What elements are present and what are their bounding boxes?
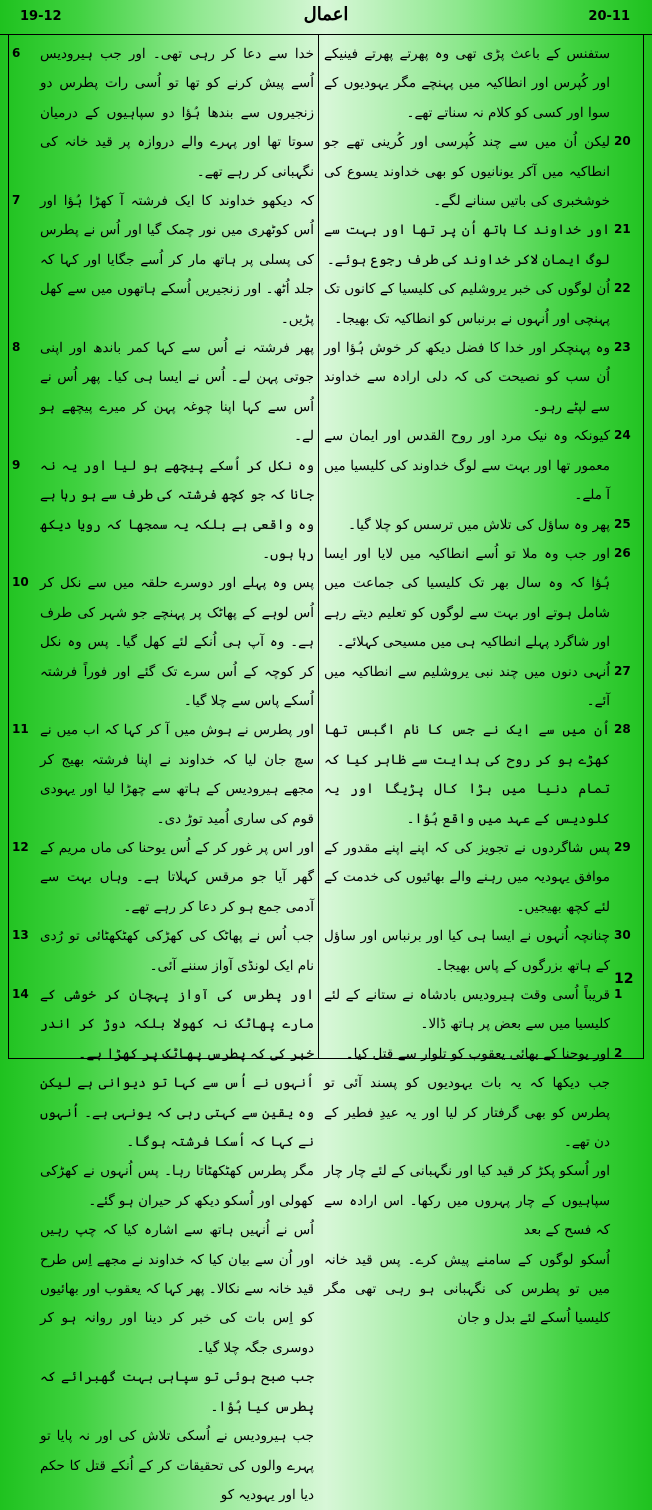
verse: کیونکہ وہ نیک مرد اور روح القدس اور ایمان سے معمور تھا اور بہت سے لوگ خداوند کی کلیسیا میں آ ملے۔ [324,428,610,504]
verse: اور یوحنا کے بھائی یعقوب کو تلوار سے قتل کیا۔ [345,1045,610,1062]
left-text-column [40,40,314,1503]
verse: اُسکو لوگوں کے سامنے پیش کرے۔ پس قید خانہ میں تو پطرس کی نگہبانی ہو رہی تھی مگر کلیسیا اُسکے لئے بدل و جان [324,1251,610,1327]
verse-number: 14 [12,987,29,1001]
left-page-reference: 19-12 [20,9,62,24]
verse: اُن لوگوں کی خبر یروشلیم کی کلیسیا کے کانوں تک پہنچی اور اُنہوں نے برنباس کو انطاکیہ تک بھیجا۔ [324,281,610,327]
page-header [0,0,652,35]
verse-number: 25 [614,516,631,531]
column-divider [318,34,319,1059]
verse: اور اس پر غور کر کے اُس یوحنا کی ماں مریم کے گھر آیا جو مرقس کہلاتا ہے۔ وہاں بہت سے آدمی جمع ہو کر دعا کر رہے تھے۔ [40,839,314,915]
verse-number: 7 [12,193,21,208]
verse: وہ نکل کر اُسکے پیچھے ہو لیا اور یہ نہ جانا کہ جو کچھ فرشتہ کی طرف سے ہو رہا ہے وہ واقعی ہے بلکہ یہ سمجھا کہ رویا دیکھ رہا ہوں۔ [40,457,314,562]
verse-number: 28 [614,722,631,737]
right-page-reference: 20-11 [588,9,630,24]
verse-number: 2 [614,1045,623,1060]
verse-number: 21 [614,222,631,237]
verse-number: 13 [12,928,29,943]
verse-number: 24 [614,428,631,443]
right-text-column [324,40,610,1327]
verse: جب ہیرودیس نے اُسکی تلاش کی اور نہ پایا تو پہرے والوں کی تحقیقات کر کے اُنکے قتل کا حکم دیا اور یہودیہ کو [40,1428,314,1503]
verse-number: 26 [614,545,631,560]
verse: پس وہ پہلے اور دوسرے حلقہ میں سے نکل کر اُس لوہے کے پھاٹک پر پہنچے جو شہر کی طرف ہے۔ وہ آپ ہی اُنکے لئے کھل گیا۔ پس وہ نکل کر کوچہ کے اُس سرے تک گئے اور فوراً فرشتہ اُسکے پاس سے چلا گیا۔ [40,575,314,709]
verse-number: 6 [12,46,21,60]
verse: اُنہوں نے اُس سے کہا تو دیوانی ہے لیکن وہ یقین سے کہتی رہی کہ یونہی ہے۔ اُنہوں نے کہا کہ اُسکا فرشتہ ہوگا۔ [40,1075,314,1151]
verse: اور پطرس کی آواز پہچان کر خوشی کے مارے پھاٹک نہ کھولا بلکہ دوڑ کر اندر خبر کی کہ پطرس پھاٹک پر کھڑا ہے۔ [40,987,314,1062]
verse-number: 12 [12,839,29,854]
verse-number: 22 [614,281,631,296]
verse: چنانچہ اُنہوں نے ایسا ہی کیا اور برنباس اور ساؤل کے ہاتھ بزرگوں کے پاس بھیجا۔ [324,928,610,974]
verse: اُن میں سے ایک نے جس کا نام اگبس تھا کھڑے ہو کر روح کی ہدایت سے ظاہر کیا کہ تمام دنیا میں بڑا کال پڑیگا اور یہ کلودیس کے عہد میں واقع ہُؤا۔ [324,722,610,827]
verse: پھر وہ ساؤل کی تلاش میں ترسس کو چلا گیا۔ [348,516,610,533]
verse: لیکن اُن میں سے چند کُپرسی اور کُرینی تھے جو انطاکیہ میں آکر یونانیوں کو بھی خداوند یسوع کی خوشخبری کی باتیں سنانے لگے۔ [324,134,610,210]
verse: ستفنس کے باعث پڑی تھی وہ پھرتے پھرتے فینیکے اور کُپرس اور انطاکیہ میں پہنچے مگر یہودیوں کے سوا اور کسی کو کلام نہ سناتے تھے۔ [324,46,610,121]
verse-number: 9 [12,457,21,472]
verse-number: 11 [12,722,29,737]
verse: جب اُس نے پھاٹک کی کھڑکی کھٹکھٹائی تو رُدی نام ایک لونڈی آواز سننے آئی۔ [40,928,314,974]
verse: وہ پہنچکر اور خدا کا فضل دیکھ کر خوش ہُؤا اور اُن سب کو نصیحت کی کہ دلی ارادہ سے خداوند سے لپٹے رہو۔ [324,340,610,415]
verse-number: 27 [614,663,631,678]
verse-number: 30 [614,928,631,943]
verse: پھر فرشتہ نے اُس سے کہا کمر باندھ اور اپنی جوتی پہن لے۔ اُس نے ایسا ہی کیا۔ پھر اُس نے اُس سے کہا اپنا چوغہ پہن کر میرے پیچھے ہو لے۔ [40,340,314,445]
verse: مگر پطرس کھٹکھٹاتا رہا۔ پس اُنہوں نے کھڑکی کھولی اور اُسکو دیکھ کر حیران ہو گئے۔ [40,1163,314,1209]
verse-number: 1 [614,987,623,1001]
verse-number: 10 [12,575,29,590]
verse: اور جب وہ ملا تو اُسے انطاکیہ میں لایا اور ایسا ہُؤا کہ وہ سال بھر تک کلیسیا کی جماعت میں شامل ہوتے اور بہت سے لوگوں کو تعلیم دیتے رہے اور شاگرد پہلے انطاکیہ ہی میں مسیحی کہلائے۔ [324,545,610,651]
verse: کہ دیکھو خداوند کا ایک فرشتہ آ کھڑا ہُؤا اور اُس کوٹھری میں نور چمک گیا اور اُس نے پطرس کی پسلی پر ہاتھ مار کر اُسے جگایا اور کہا کہ جلد اُٹھ۔ اور زنجیریں اُسکے ہاتھوں میں سے کھل پڑیں۔ [40,193,314,327]
verse-number: 20 [614,134,631,149]
verse: اور پطرس نے ہوش میں آ کر کہا کہ اب میں نے سچ جان لیا کہ خداوند نے اپنا فرشتہ بھیج کر مجھے ہیرودیس کے ہاتھ سے چھڑا لیا اور یہودی قوم کی ساری اُمید توڑ دی۔ [40,722,314,827]
verse-number: 29 [614,839,631,854]
verse: اُس نے اُنہیں ہاتھ سے اشارہ کیا کہ چپ رہیں اور اُن سے بیان کیا کہ خداوند نے مجھے اِس طرح قید خانہ سے نکالا۔ پھر کہا کہ یعقوب اور بھائیوں کو اِس بات کی خبر کر دینا اور روانہ ہو کر دوسری جگہ چلا گیا۔ [40,1222,314,1356]
verse: اُنہی دنوں میں چند نبی یروشلیم سے انطاکیہ میں آئے۔ [324,663,610,709]
verse-number: 8 [12,340,21,355]
verse-number: 23 [614,340,631,355]
verse: اور اُسکو پکڑ کر قید کیا اور نگہبانی کے لئے چار چار سپاہیوں کے چار پہروں میں رکھا۔ اس ارادہ سے کہ فسح کے بعد [324,1163,610,1239]
verse: خدا سے دعا کر رہی تھی۔ اور جب ہیرودیس اُسے پیش کرنے کو تھا تو اُسی رات پطرس دو زنجیروں سے بندھا ہُؤا دو سپاہیوں کے درمیان سوتا تھا اور پہرے والے دروازہ پر قید خانہ کی نگہبانی کر رہے تھے۔ [40,46,314,180]
book-title: اعمال [303,4,349,25]
verse: پس شاگردوں نے تجویز کی کہ اپنے اپنے مقدور کے موافق یہودیہ میں رہنے والے بھائیوں کی خدمت کے لئے کچھ بھیجیں۔ [324,839,610,915]
chapter-number: 12 [614,971,634,987]
verse: قریباً اُسی وقت ہیرودیس بادشاہ نے ستانے کے لئے کلیسیا میں سے بعض پر ہاتھ ڈالا۔ [324,987,610,1033]
verse: جب صبح ہوئی تو سپاہی بہت گھبرائے کہ پطرس کیا ہُؤا۔ [40,1369,314,1415]
verse: اور خداوند کا ہاتھ اُن پر تھا اور بہت سے لوگ ایمان لاکر خداوند کی طرف رجوع ہوئے۔ [324,222,610,268]
verse: جب دیکھا کہ یہ بات یہودیوں کو پسند آئی تو پطرس کو بھی گرفتار کر لیا اور یہ عیدِ فطیر کے دن تھے۔ [324,1075,610,1151]
